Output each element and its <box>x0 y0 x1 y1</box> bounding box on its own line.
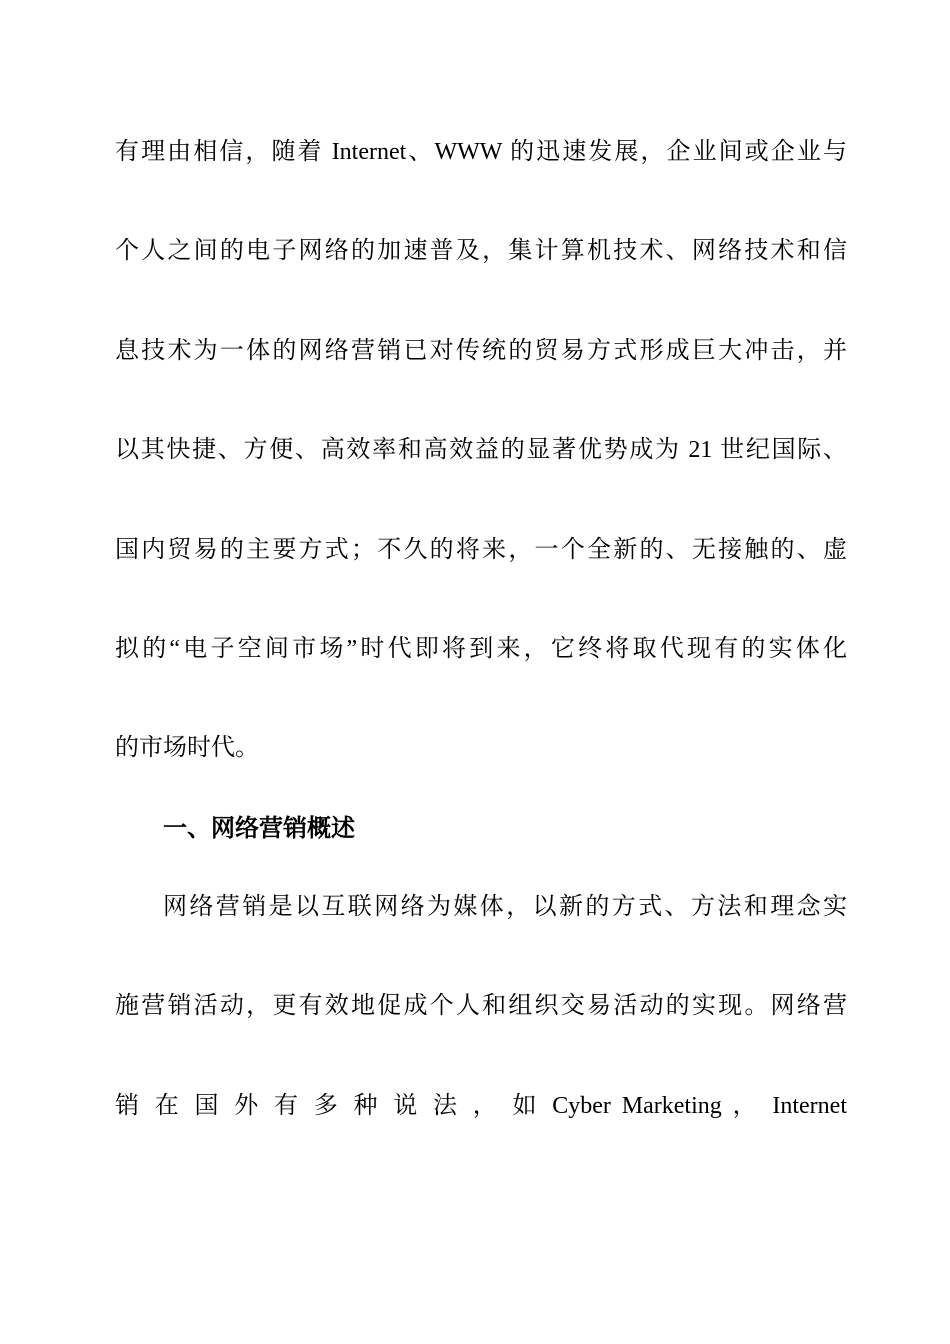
paragraph-1-line-4: 以其快捷、方便、高效率和高效益的显著优势成为 21 世纪国际、 <box>115 437 847 463</box>
paragraph-2-line-1: 网络营销是以互联网络为媒体，以新的方式、方法和理念实 <box>163 894 847 920</box>
section-heading: 一、网络营销概述 <box>163 814 355 842</box>
paragraph-1-line-2: 个人之间的电子网络的加速普及，集计算机技术、网络技术和信 <box>115 238 847 264</box>
paragraph-1-line-3: 息技术为一体的网络营销已对传统的贸易方式形成巨大冲击，并 <box>115 338 847 364</box>
paragraph-1-line-5: 国内贸易的主要方式；不久的将来，一个全新的、无接触的、虚 <box>115 537 847 563</box>
paragraph-2-line-3: 销 在 国 外 有 多 种 说 法 ， 如 Cyber Marketing ， Internet <box>115 1093 847 1119</box>
paragraph-1-line-6: 拟的“电子空间市场”时代即将到来，它终将取代现有的实体化 <box>115 636 847 662</box>
paragraph-1-line-1: 有理由相信，随着 Internet、WWW 的迅速发展，企业间或企业与 <box>115 139 847 165</box>
paragraph-2-line-2: 施营销活动，更有效地促成个人和组织交易活动的实现。网络营 <box>115 993 847 1019</box>
paragraph-1-line-7: 的市场时代。 <box>115 735 259 761</box>
